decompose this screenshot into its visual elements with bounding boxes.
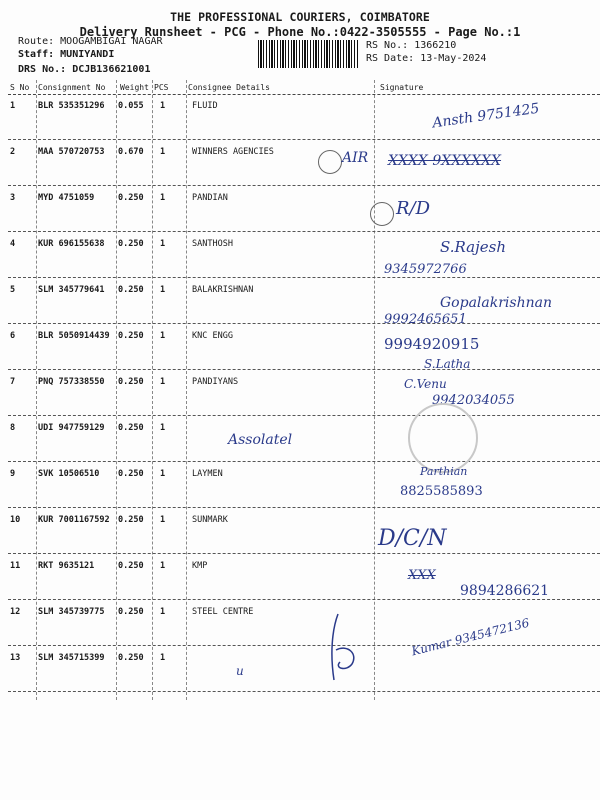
pcs-cell: 1 <box>160 101 166 111</box>
consignee-cell: LAYMEN <box>192 469 223 479</box>
table-row <box>8 462 600 508</box>
sno-cell: 1 <box>10 101 16 111</box>
sno-cell: 7 <box>10 377 16 387</box>
col-pcs: PCS <box>154 83 169 92</box>
company-title: THE PROFESSIONAL COURIERS, COIMBATORE <box>170 10 430 24</box>
table-header <box>8 80 600 95</box>
consignment-no-cell: BLR 5050914439 <box>38 331 110 341</box>
sno-cell: 8 <box>10 423 16 433</box>
consignee-cell: PANDIYANS <box>192 377 239 387</box>
handwriting-r5a: Gopalakrishnan <box>440 295 552 311</box>
handwriting-r2-strike: XXXX 9XXXXXX <box>388 153 502 169</box>
company-stamp <box>408 403 478 473</box>
sno-cell: 4 <box>10 239 16 249</box>
drs-value: DCJB136621001 <box>72 64 151 75</box>
table-row <box>8 324 600 370</box>
sno-cell: 3 <box>10 193 16 203</box>
col-consignee: Consignee Details <box>188 83 270 92</box>
consignee-cell: PANDIAN <box>192 193 228 203</box>
col-weight: Weight <box>120 83 149 92</box>
consignment-no-cell: UDI 947759129 <box>38 423 105 433</box>
staff-line <box>18 49 114 60</box>
staff-label: Staff: <box>18 49 55 60</box>
weight-cell: 0.250 <box>118 193 144 203</box>
handwriting-r7a: C.Venu <box>404 377 447 391</box>
pcs-cell: 1 <box>160 561 166 571</box>
circle-mark <box>370 202 394 226</box>
consignee-cell: WINNERS AGENCIES <box>192 147 274 157</box>
handwriting-r9a: Parthian <box>420 465 468 478</box>
table-row <box>8 416 600 462</box>
weight-cell: 0.250 <box>118 469 144 479</box>
pcs-cell: 1 <box>160 469 166 479</box>
sno-cell: 11 <box>10 561 21 571</box>
sno-cell: 13 <box>10 653 21 663</box>
pcs-cell: 1 <box>160 423 166 433</box>
weight-cell: 0.250 <box>118 653 144 663</box>
rs-date-line <box>366 53 486 64</box>
staff-value: MUNIYANDI <box>60 49 115 60</box>
runsheet-title: Delivery Runsheet - PCG - Phone No.:0422-3505555 - Page No.:1 <box>79 25 521 39</box>
pcs-cell: 1 <box>160 515 166 525</box>
route-value: MOOGAMBIGAI NAGAR <box>60 36 163 47</box>
barcode <box>258 40 358 68</box>
consignment-no-cell: SVK 10506510 <box>38 469 100 479</box>
weight-cell: 0.250 <box>118 377 144 387</box>
handwriting-r7b: 9942034055 <box>432 393 515 408</box>
weight-cell: 0.250 <box>118 239 144 249</box>
handwriting-r4a: S.Rajesh <box>440 238 506 256</box>
handwriting-r12: Kumar 9345472136 <box>410 615 531 659</box>
rs-no-value: 1366210 <box>414 40 457 51</box>
handwriting-r10: D/C/N <box>378 526 447 551</box>
circle-mark <box>318 150 342 174</box>
consignee-cell: KMP <box>192 561 208 571</box>
consignment-no-cell: SLM 345779641 <box>38 285 105 295</box>
table-row <box>8 140 600 186</box>
handwriting-r1: Ansth 9751425 <box>431 100 541 132</box>
sno-cell: 6 <box>10 331 16 341</box>
rs-date-value: 13-May-2024 <box>420 53 487 64</box>
consignee-cell: SUNMARK <box>192 515 228 525</box>
col-sno: S No <box>10 83 30 92</box>
handwriting-r11: 9894286621 <box>460 583 550 599</box>
rs-date-label: RS Date: <box>366 53 415 64</box>
weight-cell: 0.250 <box>118 285 144 295</box>
weight-cell: 0.250 <box>118 561 144 571</box>
route-line <box>18 36 163 47</box>
weight-cell: 0.055 <box>118 101 144 111</box>
sno-cell: 9 <box>10 469 16 479</box>
rs-no-label: RS No.: <box>366 40 409 51</box>
consignment-no-cell: KUR 7001167592 <box>38 515 110 525</box>
consignee-cell: BALAKRISHNAN <box>192 285 254 295</box>
rs-no-line <box>366 40 456 51</box>
table-row <box>8 232 600 278</box>
weight-cell: 0.250 <box>118 331 144 341</box>
handwriting-r13: u <box>236 664 244 678</box>
pcs-cell: 1 <box>160 607 166 617</box>
weight-cell: 0.250 <box>118 515 144 525</box>
handwriting-r3: R/D <box>396 198 431 219</box>
weight-cell: 0.250 <box>118 423 144 433</box>
consignment-no-cell: PNQ 757338550 <box>38 377 105 387</box>
pcs-cell: 1 <box>160 285 166 295</box>
sno-cell: 2 <box>10 147 16 157</box>
sno-cell: 5 <box>10 285 16 295</box>
weight-cell: 0.670 <box>118 147 144 157</box>
consignee-cell: SANTHOSH <box>192 239 233 249</box>
consignment-no-cell: SLM 345715399 <box>38 653 105 663</box>
pcs-cell: 1 <box>160 331 166 341</box>
pcs-cell: 1 <box>160 377 166 387</box>
pcs-cell: 1 <box>160 193 166 203</box>
consignment-no-cell: SLM 345739775 <box>38 607 105 617</box>
handwriting-r4b: 9345972766 <box>384 262 467 277</box>
consignment-no-cell: RKT 9635121 <box>38 561 95 571</box>
table-row <box>8 646 600 692</box>
handwriting-r6a: 9994920915 <box>384 335 480 353</box>
consignment-no-cell: MYD 4751059 <box>38 193 95 203</box>
consignee-cell: FLUID <box>192 101 218 111</box>
handwriting-r6b: S.Latha <box>424 357 471 371</box>
col-cons: Consignment No <box>38 83 106 92</box>
col-signature: Signature <box>380 83 424 92</box>
pcs-cell: 1 <box>160 239 166 249</box>
consignee-cell: KNC ENGG <box>192 331 233 341</box>
weight-cell: 0.250 <box>118 607 144 617</box>
handwriting-r8: Assolatel <box>228 432 293 448</box>
pcs-cell: 1 <box>160 147 166 157</box>
route-label: Route: <box>18 36 55 47</box>
signature-scribble <box>318 610 368 690</box>
table-row <box>8 186 600 232</box>
consignee-cell: STEEL CENTRE <box>192 607 254 617</box>
handwriting-r5b: 9992465651 <box>384 312 467 327</box>
consignment-no-cell: KUR 696155638 <box>38 239 105 249</box>
handwriting-r11-strike: XXX <box>408 568 436 583</box>
consignment-no-cell: MAA 570720753 <box>38 147 105 157</box>
sno-cell: 10 <box>10 515 21 525</box>
drs-label: DRS No.: <box>18 64 67 75</box>
sno-cell: 12 <box>10 607 21 617</box>
handwriting-r9b: 8825585893 <box>400 484 483 499</box>
pcs-cell: 1 <box>160 653 166 663</box>
handwriting-r2: AIR <box>342 150 369 166</box>
consignment-no-cell: BLR 535351296 <box>38 101 105 111</box>
drs-line <box>18 64 150 75</box>
table-row <box>8 508 600 554</box>
